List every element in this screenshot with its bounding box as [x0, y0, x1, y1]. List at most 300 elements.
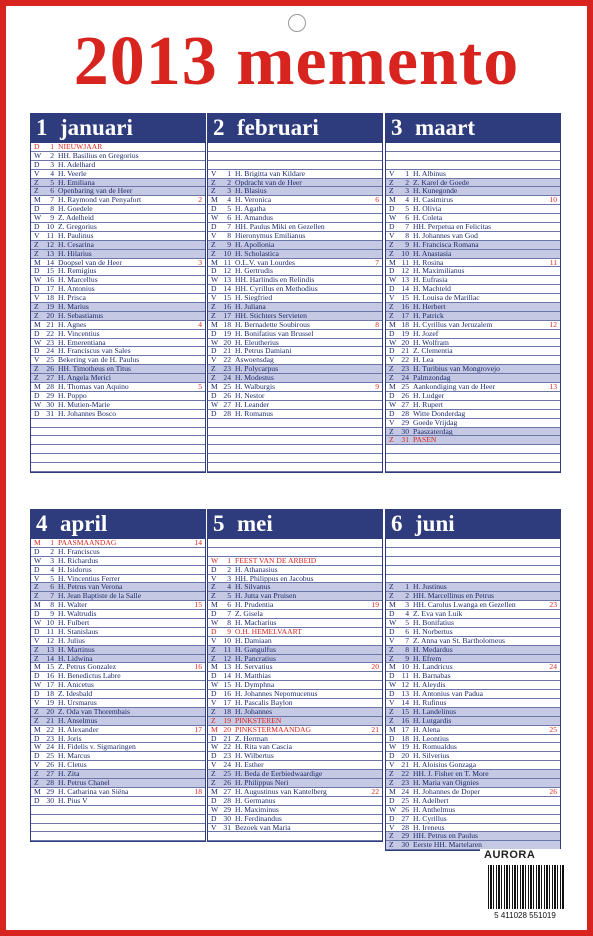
- saint-name: H. Rupert: [413, 400, 443, 409]
- saint-name: H. Polycarpus: [235, 365, 279, 374]
- day-row: [31, 321, 205, 330]
- weekday: D: [34, 391, 40, 400]
- weekday: D: [34, 672, 40, 681]
- day-row: [31, 161, 205, 170]
- weekday: D: [34, 752, 40, 761]
- day-number: 4: [405, 196, 409, 205]
- weekday: Z: [211, 645, 216, 654]
- weekday: Z: [389, 374, 394, 383]
- day-number: 31: [223, 823, 231, 832]
- weekday: D: [211, 409, 217, 418]
- day-number: 14: [401, 285, 409, 294]
- week-number: 23: [549, 601, 557, 610]
- saint-name: HH. Philippus en Jacobus: [235, 574, 314, 583]
- day-number: 27: [46, 374, 54, 383]
- empty-row: [31, 832, 205, 841]
- month-name: juni: [415, 511, 455, 536]
- weekday: M: [34, 539, 41, 547]
- saint-name: HH. Cyrillus en Methodius: [235, 285, 318, 294]
- saint-name: H. Romualdus: [413, 743, 457, 752]
- saint-name: HH. Basilius en Gregorius: [58, 151, 139, 160]
- day-number: 12: [401, 267, 409, 276]
- day-row: [208, 779, 382, 788]
- day-row: [208, 815, 382, 824]
- weekday: D: [211, 796, 217, 805]
- day-row: [208, 699, 382, 708]
- saint-name: H. Marcus: [58, 752, 91, 761]
- weekday: D: [211, 391, 217, 400]
- weekday: V: [211, 761, 217, 770]
- weekday: M: [389, 258, 396, 267]
- empty-row: [386, 143, 560, 152]
- day-number: 7: [405, 636, 409, 645]
- weekday: W: [211, 743, 219, 752]
- weekday: M: [34, 383, 41, 392]
- saint-name: H. Lidwina: [58, 654, 93, 663]
- day-row: [31, 779, 205, 788]
- day-row: [31, 250, 205, 259]
- saint-name: Z. Petrus Gonzalez: [58, 663, 116, 672]
- day-number: 1: [405, 169, 409, 178]
- day-number: 28: [223, 796, 231, 805]
- saint-name: H. Fulbert: [58, 619, 90, 628]
- saint-name: H. Machteld: [413, 285, 451, 294]
- week-number: 24: [549, 663, 557, 672]
- empty-row: [208, 445, 382, 454]
- weekday: D: [389, 285, 395, 294]
- day-number: 19: [223, 716, 231, 725]
- saint-name: H. Blasius: [235, 187, 267, 196]
- day-row: [386, 832, 560, 841]
- day-number: 7: [227, 610, 231, 619]
- day-number: 26: [46, 365, 54, 374]
- saint-name: H. Franciscus van Sales: [58, 347, 131, 356]
- day-row: [31, 152, 205, 161]
- day-number: 3: [405, 601, 409, 610]
- day-row: [208, 250, 382, 259]
- day-number: 6: [50, 187, 54, 196]
- day-number: 11: [401, 258, 409, 267]
- weekday: D: [34, 610, 40, 619]
- day-row: [386, 806, 560, 815]
- saint-name: H. Walburgis: [235, 383, 276, 392]
- saint-name: H. Norbertus: [413, 627, 453, 636]
- day-row: [386, 419, 560, 428]
- weekday: W: [211, 556, 219, 565]
- weekday: W: [211, 681, 219, 690]
- day-number: 2: [227, 178, 231, 187]
- day-list: [207, 539, 383, 842]
- day-row: [208, 646, 382, 655]
- weekday: W: [389, 805, 397, 814]
- weekday: V: [389, 823, 395, 832]
- empty-row: [386, 557, 560, 566]
- saint-name: H. Cyrillus van Jeruzalem: [413, 320, 493, 329]
- saint-name: H. Anicetus: [58, 681, 94, 690]
- day-number: 30: [223, 814, 231, 823]
- weekday: M: [34, 601, 41, 610]
- day-row: [386, 663, 560, 672]
- saint-name: H. Walter: [58, 601, 88, 610]
- day-number: 27: [401, 814, 409, 823]
- day-row: [386, 824, 560, 833]
- day-number: 19: [46, 303, 54, 312]
- day-row: [31, 232, 205, 241]
- weekday: Z: [389, 249, 394, 258]
- day-row: [386, 699, 560, 708]
- weekday: D: [211, 223, 217, 232]
- day-number: 18: [223, 320, 231, 329]
- weekday: Z: [211, 365, 216, 374]
- day-number: 21: [401, 761, 409, 770]
- day-number: 15: [223, 681, 231, 690]
- day-row: [31, 761, 205, 770]
- day-row: [208, 743, 382, 752]
- saint-name: H. Macharius: [235, 619, 277, 628]
- day-number: 16: [46, 276, 54, 285]
- weekday: V: [211, 356, 217, 365]
- week-number: 2: [198, 196, 202, 205]
- day-row: [208, 663, 382, 672]
- weekday: V: [211, 823, 217, 832]
- day-row: [31, 374, 205, 383]
- weekday: M: [389, 725, 396, 734]
- day-row: [31, 196, 205, 205]
- saint-name: H. Stanislaus: [58, 627, 99, 636]
- day-number: 23: [223, 365, 231, 374]
- empty-row: [208, 428, 382, 437]
- day-row: [31, 267, 205, 276]
- weekday: V: [389, 294, 395, 303]
- saint-name: O.H. HEMELVAART: [235, 627, 302, 636]
- saint-name: H. Nestor: [235, 391, 265, 400]
- saint-name: H. Waltrudis: [58, 610, 97, 619]
- saint-name: H. Thomas van Aquino: [58, 383, 129, 392]
- saint-name: Opdracht van de Heer: [235, 178, 302, 187]
- empty-row: [208, 152, 382, 161]
- day-number: 20: [223, 338, 231, 347]
- month-header: [385, 113, 561, 143]
- saint-name: H. Cyrillus: [413, 814, 447, 823]
- day-number: 24: [223, 761, 231, 770]
- weekday: D: [389, 205, 395, 214]
- day-number: 15: [223, 294, 231, 303]
- weekday: W: [34, 556, 42, 565]
- day-number: 23: [223, 752, 231, 761]
- empty-row: [386, 445, 560, 454]
- saint-name: H. Franciscus: [58, 547, 100, 556]
- day-row: [386, 321, 560, 330]
- saint-name: H. Vincentius Ferrer: [58, 574, 121, 583]
- day-row: [208, 681, 382, 690]
- saint-name: Bezoek van Maria: [235, 823, 291, 832]
- saint-name: Goede Vrijdag: [413, 418, 458, 427]
- weekday: Z: [389, 178, 394, 187]
- day-row: [208, 356, 382, 365]
- saint-name: H. Maria van Oignies: [413, 779, 479, 788]
- empty-row: [208, 419, 382, 428]
- saint-name: H. Wilbertus: [235, 752, 274, 761]
- weekday: D: [34, 160, 40, 169]
- day-row: [31, 726, 205, 735]
- saint-name: H. Turibius van Mongrovejo: [413, 365, 500, 374]
- day-number: 4: [227, 196, 231, 205]
- day-number: 2: [405, 178, 409, 187]
- day-number: 8: [227, 619, 231, 628]
- day-number: 26: [223, 779, 231, 788]
- weekday: Z: [389, 583, 394, 592]
- weekday: D: [34, 734, 40, 743]
- saint-name: Bekering van de H. Paulus: [58, 356, 140, 365]
- month-maart: [385, 113, 561, 473]
- day-number: 15: [46, 267, 54, 276]
- day-number: 1: [405, 583, 409, 592]
- saint-name: Z. Clementia: [413, 347, 453, 356]
- day-number: 3: [405, 187, 409, 196]
- saint-name: Z. Idesbald: [58, 690, 93, 699]
- day-number: 9: [50, 610, 54, 619]
- day-number: 21: [223, 347, 231, 356]
- day-row: [208, 806, 382, 815]
- weekday: W: [34, 151, 42, 160]
- day-number: 17: [223, 699, 231, 708]
- day-row: [208, 232, 382, 241]
- empty-row: [31, 463, 205, 472]
- weekday: M: [34, 258, 41, 267]
- saint-name: H. Emiliana: [58, 178, 95, 187]
- day-row: [208, 672, 382, 681]
- month-april: [30, 509, 206, 842]
- empty-row: [31, 445, 205, 454]
- day-row: [386, 726, 560, 735]
- empty-row: [31, 824, 205, 833]
- day-number: 29: [223, 805, 231, 814]
- saint-name: H. Wolfram: [413, 338, 449, 347]
- weekday: M: [211, 725, 218, 734]
- weekday: W: [389, 681, 397, 690]
- day-number: 5: [50, 574, 54, 583]
- day-number: 18: [46, 294, 54, 303]
- empty-row: [386, 454, 560, 463]
- day-number: 23: [401, 779, 409, 788]
- day-row: [31, 539, 205, 548]
- week-number: 4: [198, 320, 202, 329]
- day-number: 12: [401, 681, 409, 690]
- day-row: [208, 770, 382, 779]
- saint-name: H. Maximilianus: [413, 267, 465, 276]
- day-row: [208, 726, 382, 735]
- day-row: [31, 797, 205, 806]
- day-row: [31, 610, 205, 619]
- day-row: [31, 655, 205, 664]
- saint-name: H. Gangulfus: [235, 645, 276, 654]
- day-row: [31, 294, 205, 303]
- week-number: 10: [549, 196, 557, 205]
- day-number: 23: [46, 734, 54, 743]
- empty-row: [386, 566, 560, 575]
- calendar-title: 2013 memento: [73, 23, 520, 100]
- saint-name: Aswoensdag: [235, 356, 274, 365]
- day-row: [31, 690, 205, 699]
- month-name: maart: [415, 115, 476, 140]
- day-number: 26: [401, 391, 409, 400]
- day-row: [31, 179, 205, 188]
- day-number: 7: [227, 223, 231, 232]
- saint-name: H. Vincentius: [58, 329, 100, 338]
- day-number: 16: [401, 303, 409, 312]
- weekday: V: [211, 636, 217, 645]
- week-number: 11: [549, 258, 557, 267]
- saint-name: H. Bonifatius: [413, 619, 454, 628]
- day-row: [31, 743, 205, 752]
- day-row: [208, 321, 382, 330]
- day-row: [31, 628, 205, 637]
- week-number: 5: [198, 383, 202, 392]
- weekday: M: [211, 601, 218, 610]
- day-number: 15: [46, 663, 54, 672]
- day-number: 9: [405, 654, 409, 663]
- weekday: Z: [211, 178, 216, 187]
- weekday: Z: [34, 240, 39, 249]
- day-number: 12: [223, 267, 231, 276]
- weekday: D: [211, 285, 217, 294]
- saint-name: H. Ludger: [413, 391, 445, 400]
- day-row: [31, 735, 205, 744]
- saint-name: H. Johannes van God: [413, 231, 478, 240]
- day-number: 3: [227, 187, 231, 196]
- saint-name: H. Kunegonde: [413, 187, 458, 196]
- day-row: [386, 374, 560, 383]
- weekday: D: [34, 627, 40, 636]
- barcode-icon: [488, 865, 564, 909]
- day-row: [31, 575, 205, 584]
- day-list: [385, 539, 561, 851]
- saint-name: H. Athanasius: [235, 565, 278, 574]
- saint-name: H. Romanus: [235, 409, 273, 418]
- weekday: Z: [389, 707, 394, 716]
- weekday: M: [211, 663, 218, 672]
- day-list: [207, 143, 383, 473]
- week-number: 19: [371, 601, 379, 610]
- day-row: [31, 672, 205, 681]
- saint-name: H. Adelbert: [413, 796, 449, 805]
- barcode-label: [480, 849, 570, 927]
- day-row: [386, 392, 560, 401]
- saint-name: H. Eleutherius: [235, 338, 279, 347]
- weekday: M: [34, 196, 41, 205]
- day-row: [386, 170, 560, 179]
- day-number: 26: [223, 391, 231, 400]
- day-row: [31, 312, 205, 321]
- weekday: D: [389, 610, 395, 619]
- day-list: [30, 539, 206, 842]
- weekday: D: [211, 734, 217, 743]
- day-row: [386, 788, 560, 797]
- day-number: 19: [223, 329, 231, 338]
- saint-name: H. Anthelmus: [413, 805, 456, 814]
- weekday: W: [34, 619, 42, 628]
- saint-name: H. Fidelis v. Sigmaringen: [58, 743, 136, 752]
- day-row: [386, 428, 560, 437]
- day-number: 11: [223, 645, 231, 654]
- saint-name: Witte Donderdag: [413, 409, 466, 418]
- day-number: 21: [46, 320, 54, 329]
- saint-name: H. Albinus: [413, 169, 446, 178]
- day-row: [31, 303, 205, 312]
- day-row: [31, 592, 205, 601]
- day-row: [386, 628, 560, 637]
- weekday: D: [389, 329, 395, 338]
- day-row: [31, 619, 205, 628]
- weekday: D: [34, 796, 40, 805]
- day-row: [31, 548, 205, 557]
- empty-row: [386, 575, 560, 584]
- weekday: Z: [34, 779, 39, 788]
- saint-name: H. Patrick: [413, 311, 444, 320]
- saint-name: H. Prisca: [58, 294, 86, 303]
- day-row: [208, 374, 382, 383]
- day-row: [31, 681, 205, 690]
- weekday: Z: [389, 303, 394, 312]
- saint-name: Z. Herman: [235, 734, 268, 743]
- weekday: W: [34, 214, 42, 223]
- weekday: D: [211, 672, 217, 681]
- day-row: [208, 410, 382, 419]
- weekday: D: [34, 223, 40, 232]
- day-row: [386, 179, 560, 188]
- day-row: [208, 708, 382, 717]
- day-number: 8: [50, 601, 54, 610]
- saint-name: H. Silverius: [413, 752, 450, 761]
- weekday: M: [34, 787, 41, 796]
- weekday: V: [389, 636, 395, 645]
- day-number: 25: [46, 356, 54, 365]
- weekday: Z: [34, 187, 39, 196]
- empty-row: [31, 815, 205, 824]
- day-number: 3: [50, 556, 54, 565]
- weekday: W: [211, 805, 219, 814]
- day-row: [208, 824, 382, 833]
- weekday: Z: [34, 311, 39, 320]
- saint-name: H. Eufrasia: [413, 276, 448, 285]
- saint-name: H. Ireneus: [413, 823, 445, 832]
- day-row: [386, 761, 560, 770]
- day-number: 20: [46, 311, 54, 320]
- day-row: [31, 401, 205, 410]
- day-number: 2: [405, 592, 409, 601]
- day-number: 29: [401, 832, 409, 841]
- saint-name: HH. Harlindis en Relindis: [235, 276, 315, 285]
- day-number: 30: [401, 427, 409, 436]
- week-number: 7: [375, 258, 379, 267]
- empty-row: [31, 454, 205, 463]
- empty-row: [208, 548, 382, 557]
- weekday: Z: [211, 249, 216, 258]
- weekday: M: [211, 320, 218, 329]
- weekday: V: [211, 294, 217, 303]
- weekday: M: [389, 601, 396, 610]
- saint-name: HH. Perpetua en Felicitas: [413, 223, 492, 232]
- weekday: D: [34, 267, 40, 276]
- saint-name: H. Antonius van Padua: [413, 690, 484, 699]
- weekday: D: [211, 814, 217, 823]
- day-row: [208, 312, 382, 321]
- weekday: Z: [211, 779, 216, 788]
- saint-name: Z. Gisela: [235, 610, 263, 619]
- day-number: 27: [223, 400, 231, 409]
- day-number: 26: [46, 761, 54, 770]
- weekday: Z: [389, 436, 394, 445]
